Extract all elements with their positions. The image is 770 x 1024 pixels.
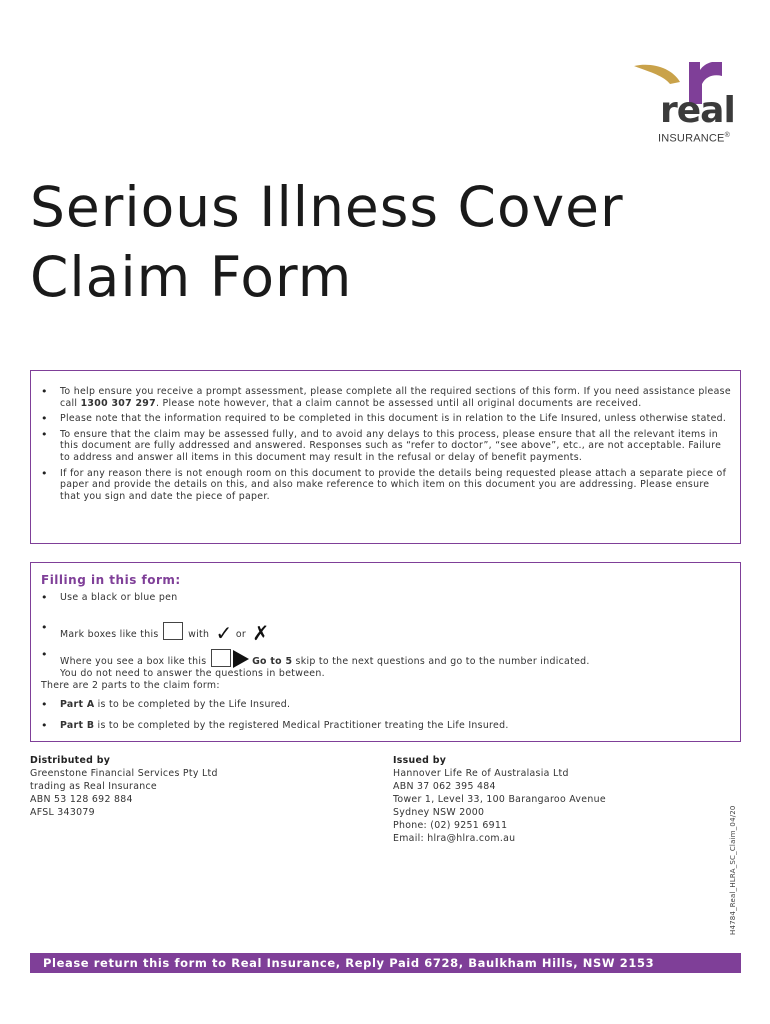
distributor-line: ABN 53 128 692 884	[30, 794, 133, 805]
distributor-line: Greenstone Financial Services Pty Ltd	[30, 768, 218, 779]
issuer-line: Tower 1, Level 33, 100 Barangaroo Avenue	[393, 794, 606, 805]
example-checkbox	[163, 622, 183, 640]
distributor-line: AFSL 343079	[30, 807, 95, 818]
page-title	[30, 172, 624, 312]
distributed-by-block	[30, 754, 218, 819]
list-item: • Use a black or blue pen	[32, 592, 732, 604]
instructions-list	[32, 386, 732, 506]
phone-number: 1300 307 297	[80, 397, 156, 409]
distributor-line: trading as Real Insurance	[30, 781, 157, 792]
issuer-line: Phone: (02) 9251 6911	[393, 820, 508, 831]
section-heading: Filling in this form:	[41, 573, 181, 587]
list-item: • To ensure that the claim may be assessed fully, and to avoid any delays to this process, please ensure that all the relevant items in this document are fully addressed and answered. Responses such as “refer to doctor”, “see above”, etc., are not acceptable. Failure to address and answer all items in this document may result in the refusal or delay of benefit payments.	[32, 429, 732, 464]
arrow-right-icon	[233, 650, 249, 668]
list-item: • Please note that the information required to be completed in this document is in relation to the Life Insured, unless otherwise stated.	[32, 413, 732, 425]
issued-by-block	[393, 754, 606, 845]
tick-icon: ✓	[215, 621, 233, 645]
issuer-line: Email: hlra@hlra.com.au	[393, 833, 516, 844]
title-line-1: Serious Illness Cover	[30, 175, 624, 239]
real-insurance-logo	[632, 40, 747, 146]
list-item: • Part B is to be completed by the registered Medical Practitioner treating the Life Insured.	[32, 720, 732, 732]
document-code: H4784_Real_HLRA_SC_Claim_04/20	[729, 805, 737, 935]
return-address-footer: Please return this form to Real Insurance, Reply Paid 6728, Baulkham Hills, NSW 2153	[30, 953, 741, 973]
list-item: • Where you see a box like this Go to 5 skip to the next questions and go to the number indicated. You do not need to answer the questions in between.	[32, 649, 732, 680]
issuer-line: Hannover Life Re of Australasia Ltd	[393, 768, 569, 779]
issued-heading: Issued by	[393, 755, 447, 766]
example-goto-box	[211, 649, 231, 667]
list-item: • Part A is to be completed by the Life Insured.	[32, 699, 732, 711]
distributed-heading: Distributed by	[30, 755, 111, 766]
logo-wordmark: real	[660, 90, 735, 131]
issuer-line: ABN 37 062 395 484	[393, 781, 496, 792]
parts-intro: There are 2 parts to the claim form:	[41, 680, 220, 691]
issuer-line: Sydney NSW 2000	[393, 807, 485, 818]
logo-subtext: INSURANCE®	[658, 132, 730, 145]
list-item: • If for any reason there is not enough room on this document to provide the details being requested please attach a separate piece of paper and provide the details on this, and also make reference to which item on this document you are addressing. Please ensure that you sign and date the piece of paper.	[32, 468, 732, 503]
cross-icon: ✗	[252, 621, 270, 645]
instructions-box	[30, 370, 741, 544]
list-item: • To help ensure you receive a prompt assessment, please complete all the required sections of this form. If you need assistance please call 1300 307 297. Please note however, that a claim cannot be assessed until all original documents are received.	[32, 386, 732, 409]
goto-label: Go to 5	[252, 656, 293, 667]
filling-instructions-box	[30, 562, 741, 742]
list-item: • Mark boxes like this with ✓ or ✗	[32, 622, 732, 641]
title-line-2: Claim Form	[30, 245, 353, 309]
